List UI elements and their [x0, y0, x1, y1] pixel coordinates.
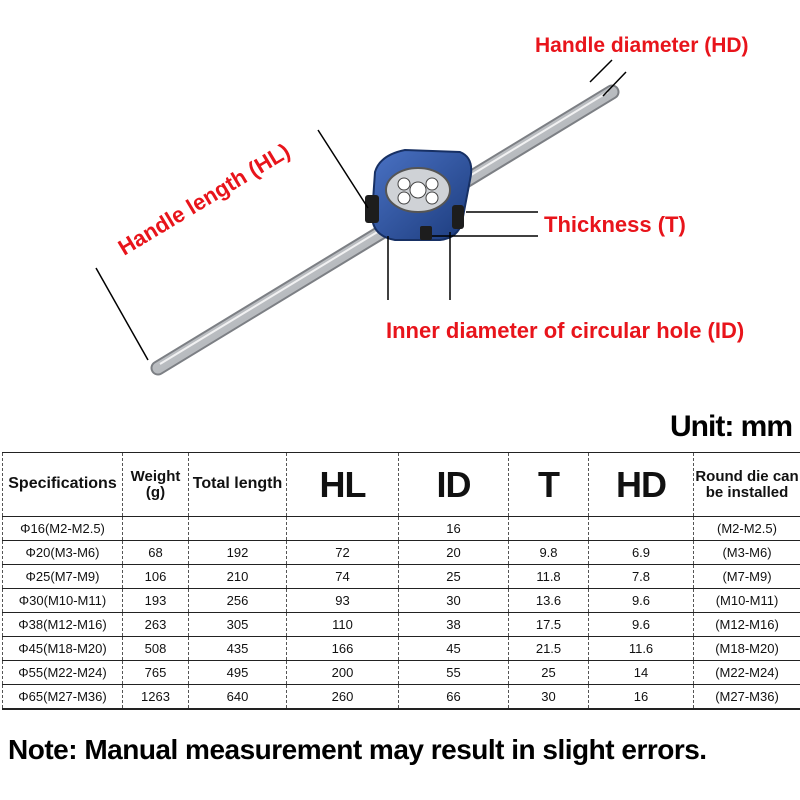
table-cell: 17.5: [509, 613, 589, 637]
table-row: [3, 565, 800, 589]
table-cell: 256: [189, 589, 287, 613]
table-cell: (M7-M9): [694, 565, 800, 589]
table-cell: 72: [287, 541, 399, 565]
table-cell: 21.5: [509, 637, 589, 661]
table-cell: 55: [399, 661, 509, 685]
table-cell: Φ65(M27-M36): [3, 685, 123, 709]
handle-diameter-label: Handle diameter (HD): [535, 34, 749, 57]
table-cell: 30: [399, 589, 509, 613]
table-cell: 7.8: [589, 565, 694, 589]
table-cell: 9.8: [509, 541, 589, 565]
table-cell: 45: [399, 637, 509, 661]
table-cell: Φ20(M3-M6): [3, 541, 123, 565]
table-cell: 14: [589, 661, 694, 685]
table-cell: 9.6: [589, 613, 694, 637]
table-cell: 106: [123, 565, 189, 589]
inner-diameter-label: Inner diameter of circular hole (ID): [386, 318, 745, 343]
table-cell: 110: [287, 613, 399, 637]
handle-length-label: Handle length (HL): [113, 138, 295, 261]
table-cell: [589, 517, 694, 541]
table-cell: 260: [287, 685, 399, 709]
table-cell: 25: [399, 565, 509, 589]
hd-leader-1: [590, 60, 612, 82]
table-cell: (M3-M6): [694, 541, 800, 565]
set-screw-bottom: [420, 226, 432, 240]
table-cell: 93: [287, 589, 399, 613]
header-total-length: Total length: [189, 453, 287, 517]
table-row: [3, 685, 800, 709]
table-header-row: [3, 453, 800, 517]
table-cell: [509, 517, 589, 541]
header-round-die: Round die can be installed: [694, 453, 800, 517]
table-cell: 200: [287, 661, 399, 685]
table-cell: 263: [123, 613, 189, 637]
table-row: [3, 589, 800, 613]
table-cell: 16: [589, 685, 694, 709]
header-weight: Weight (g): [123, 453, 189, 517]
table-cell: (M18-M20): [694, 637, 800, 661]
table-cell: 11.6: [589, 637, 694, 661]
table-cell: 38: [399, 613, 509, 637]
table-cell: (M12-M16): [694, 613, 800, 637]
set-screw-right: [452, 205, 464, 229]
spec-table-body: [3, 517, 800, 709]
table-row: [3, 613, 800, 637]
table-cell: 66: [399, 685, 509, 709]
table-cell: Φ55(M22-M24): [3, 661, 123, 685]
table-cell: 192: [189, 541, 287, 565]
table-cell: (M27-M36): [694, 685, 800, 709]
table-cell: (M10-M11): [694, 589, 800, 613]
table-cell: 210: [189, 565, 287, 589]
header-hd: HD: [589, 453, 694, 517]
header-t: T: [509, 453, 589, 517]
header-hl: HL: [287, 453, 399, 517]
table-cell: 193: [123, 589, 189, 613]
table-cell: 166: [287, 637, 399, 661]
table-row: [3, 661, 800, 685]
die-stock-body: [365, 150, 471, 240]
hl-leader-bottom: [96, 268, 148, 360]
table-cell: [287, 517, 399, 541]
note: Note: Manual measurement may result in slight errors.: [8, 734, 707, 765]
table-cell: Φ38(M12-M16): [3, 613, 123, 637]
table-cell: 765: [123, 661, 189, 685]
table-cell: 435: [189, 637, 287, 661]
spec-table: [2, 452, 800, 710]
table-cell: 6.9: [589, 541, 694, 565]
table-cell: 508: [123, 637, 189, 661]
table-cell: [123, 517, 189, 541]
table-cell: 25: [509, 661, 589, 685]
set-screw-left: [365, 195, 379, 223]
table-cell: 305: [189, 613, 287, 637]
table-cell: 74: [287, 565, 399, 589]
table-cell: 11.8: [509, 565, 589, 589]
header-specifications: Specifications: [3, 453, 123, 517]
header-id: ID: [399, 453, 509, 517]
thickness-label: Thickness (T): [544, 212, 686, 237]
table-cell: Φ45(M18-M20): [3, 637, 123, 661]
table-cell: 16: [399, 517, 509, 541]
table-cell: 13.6: [509, 589, 589, 613]
table-cell: 30: [509, 685, 589, 709]
table-cell: 640: [189, 685, 287, 709]
table-cell: Φ30(M10-M11): [3, 589, 123, 613]
table-cell: Φ25(M7-M9): [3, 565, 123, 589]
unit-label: Unit: mm: [670, 410, 792, 443]
table-cell: 495: [189, 661, 287, 685]
table-cell: 1263: [123, 685, 189, 709]
table-cell: (M2-M2.5): [694, 517, 800, 541]
table-cell: [189, 517, 287, 541]
table-row: [3, 541, 800, 565]
table-cell: 68: [123, 541, 189, 565]
table-cell: 9.6: [589, 589, 694, 613]
hl-leader-top: [318, 130, 368, 208]
table-cell: 20: [399, 541, 509, 565]
table-cell: (M22-M24): [694, 661, 800, 685]
table-cell: Φ16(M2-M2.5): [3, 517, 123, 541]
table-row: [3, 517, 800, 541]
table-row: [3, 637, 800, 661]
